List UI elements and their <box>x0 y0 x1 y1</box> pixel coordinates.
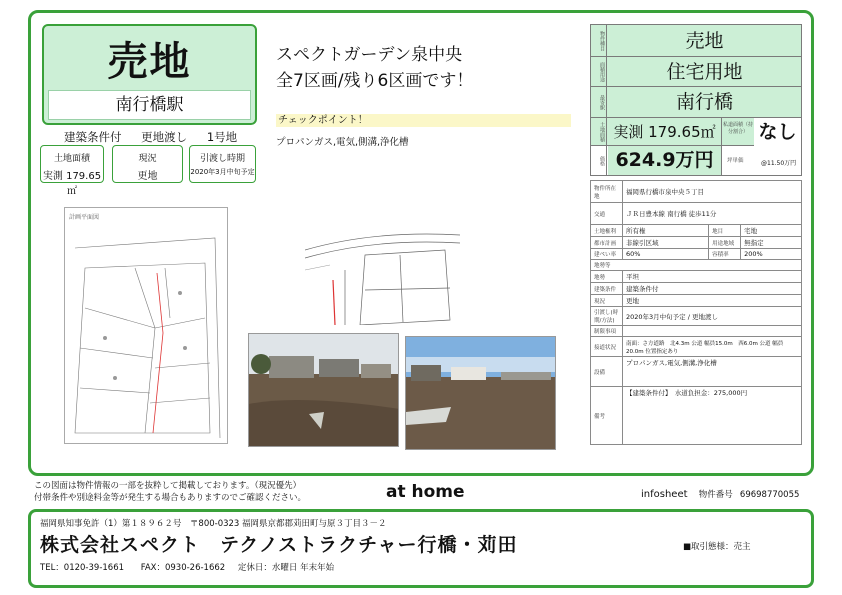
fax-number: FAX：0930-26-1662 <box>140 563 226 573</box>
row-key: 引渡し(時期/方法) <box>591 307 623 326</box>
row-key: 地目 <box>709 225 741 237</box>
location-map <box>305 210 460 325</box>
row-value: 【建築条件付】 水道負担金：275,000円 <box>623 387 802 445</box>
card-land-area <box>40 145 104 197</box>
label-area: 土地面積 <box>591 118 607 145</box>
label-tsubo: 坪単価 <box>727 158 744 164</box>
table-row <box>591 237 802 249</box>
row-value: 更地 <box>623 295 802 307</box>
summary-area-row <box>590 118 802 146</box>
card-value: 実測 179.65㎡ <box>42 171 102 197</box>
summary-area: 実測 179.65㎡ <box>608 118 722 146</box>
row-value: 非線引区域 <box>623 237 709 249</box>
plan-title: 計画平面図 <box>69 214 100 221</box>
summary-price: 624.9万円 <box>608 146 722 175</box>
headline-line2: 全7区画/残り6区画です！ <box>276 71 474 91</box>
table-row <box>591 225 802 237</box>
row-value: 無指定 <box>741 237 802 249</box>
label-setback: 私道面積（持分割合） <box>722 122 753 135</box>
condition-building: 建築条件付 <box>64 130 122 144</box>
row-value: 60% <box>623 249 709 260</box>
row-key: 制限事項 <box>591 326 623 337</box>
details-table <box>590 180 802 445</box>
summary-price-row <box>590 146 802 176</box>
table-row <box>591 271 802 283</box>
license-address: 福岡県知事免許（1）第１８９６２号 〒800-0323 福岡県京都郡苅田町与原３丁目３－２ <box>40 519 387 529</box>
table-row <box>591 387 802 445</box>
row-value: 200% <box>741 249 802 260</box>
row-value: 南面：さ方道路 北4.3m 公道 幅員15.0m 西6.0m 公道 幅員20.0m 位置指定あり <box>623 337 802 357</box>
row-value: 宅地 <box>741 225 802 237</box>
disclaimer-line2: 付帯条件や別途料金等が発生する場合もありますのでご確認ください。 <box>34 493 307 503</box>
traffic-value: ＪＲ日豊本線 南行橋 徒歩11分 <box>623 203 802 225</box>
row-key: 都市計画 <box>591 237 623 249</box>
row-value: 2020年3月中旬予定 / 更地渡し <box>623 307 802 326</box>
row-key: 接道状況 <box>591 337 623 357</box>
site-photo-2 <box>405 336 556 450</box>
table-row <box>591 260 802 271</box>
transaction-type: ■取引態様：売主 <box>683 542 751 552</box>
summary-tsubo: @11.50万円 <box>761 160 797 167</box>
address-value: 福岡県行橋市泉中央５丁目 <box>623 181 802 203</box>
card-label: 土地面積 <box>53 154 90 164</box>
site-photo-1 <box>248 333 399 447</box>
sale-title-box <box>42 24 257 125</box>
conditions-line <box>64 129 253 145</box>
table-row <box>591 326 802 337</box>
row-key: 現況 <box>591 295 623 307</box>
site-plan-drawing <box>65 208 229 445</box>
card-value: 更地 <box>137 171 158 182</box>
row-key: 用途地域 <box>709 237 741 249</box>
label-type: 物件種目 <box>591 25 607 56</box>
row-key: 土地権利 <box>591 225 623 237</box>
summary-setback: なし <box>754 118 801 146</box>
table-row <box>591 295 802 307</box>
row-key: 地勢 <box>591 271 623 283</box>
property-number-label: 物件番号 <box>698 490 733 500</box>
row-value: 平坦 <box>623 271 802 283</box>
summary-type-row <box>590 24 802 57</box>
infosheet-label: infosheet <box>641 489 688 500</box>
checkpoint-title: チェックポイント！ <box>276 114 571 127</box>
property-number: 69698770055 <box>739 490 800 500</box>
row-key: 建ぺい率 <box>591 249 623 260</box>
row-value: プロパンガス,電気,側溝,浄化槽 <box>623 357 802 387</box>
summary-use: 住宅用地 <box>666 61 743 83</box>
condition-delivery: 更地渡し <box>141 130 188 144</box>
headline <box>276 42 473 94</box>
row-key: 容積率 <box>709 249 741 260</box>
row-value <box>623 326 802 337</box>
company-name: 株式会社スペクト テクノストラクチャー行橋・苅田 <box>40 534 518 556</box>
table-row <box>591 357 802 387</box>
table-row <box>591 181 802 203</box>
summary-type: 売地 <box>685 30 724 52</box>
row-key: 設備 <box>591 357 623 387</box>
card-status <box>112 145 183 183</box>
traffic-label: 交通 <box>591 203 623 225</box>
label-use: 面積用途 <box>591 57 607 86</box>
table-row <box>591 307 802 326</box>
row-key: 備考 <box>591 387 623 445</box>
category-title: 売地 <box>107 39 192 85</box>
table-row <box>591 249 802 260</box>
checkpoint-body: プロパンガス,電気,側溝,浄化槽 <box>276 137 409 148</box>
summary-panel <box>590 24 802 174</box>
condition-lot: 1号地 <box>206 130 238 144</box>
section-label: 地勢等 <box>591 260 802 271</box>
summary-use-row <box>590 57 802 87</box>
athome-logo: at home <box>386 482 465 502</box>
infosheet-info <box>641 488 799 500</box>
table-row <box>591 283 802 295</box>
card-value: 2020年3月中旬予定 <box>190 168 255 176</box>
disclaimer <box>34 480 306 504</box>
disclaimer-line1: この図面は物件情報の一部を抜粋して掲載しております。（現況優先） <box>34 481 302 491</box>
row-value: 所有権 <box>623 225 709 237</box>
holiday-info: 定休日：水曜日 年末年始 <box>237 563 335 573</box>
card-delivery <box>189 145 256 183</box>
label-price: 価格 <box>591 146 607 175</box>
row-key: 建築条件 <box>591 283 623 295</box>
station-name: 南行橋駅 <box>48 90 251 120</box>
site-plan <box>64 207 228 444</box>
table-row <box>591 203 802 225</box>
summary-station-row <box>590 87 802 118</box>
headline-line1: スペクトガーデン泉中央 <box>276 45 463 65</box>
contact-info <box>40 561 334 573</box>
label-station: 最寄駅 <box>591 87 607 117</box>
row-value: 建築条件付 <box>623 283 802 295</box>
phone-number: TEL：0120-39-1661 <box>40 563 125 573</box>
card-label: 現況 <box>138 154 157 164</box>
address-label: 物件所在地 <box>591 181 623 203</box>
card-label: 引渡し時期 <box>199 154 245 164</box>
summary-station: 南行橋 <box>675 91 733 113</box>
table-row <box>591 337 802 357</box>
